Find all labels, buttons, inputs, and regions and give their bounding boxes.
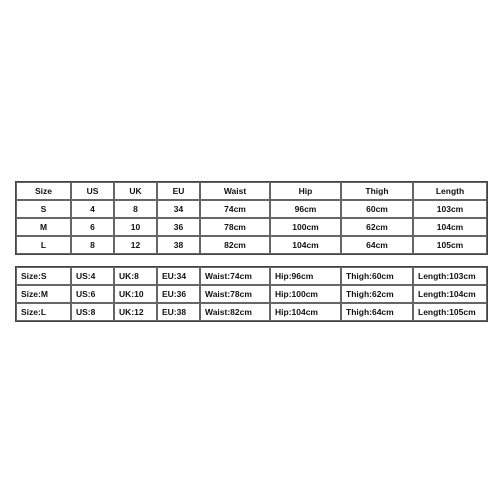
table-cell: 82cm <box>200 236 270 254</box>
header-eu: EU <box>157 182 200 200</box>
table-cell: M <box>16 218 71 236</box>
table-cell: 104cm <box>270 236 341 254</box>
table-cell: 36 <box>157 218 200 236</box>
table-cell: US:4 <box>71 267 114 285</box>
table-cell: US:6 <box>71 285 114 303</box>
table-cell: Length:105cm <box>413 303 487 321</box>
table-cell: Thigh:60cm <box>341 267 413 285</box>
table-cell: 34 <box>157 200 200 218</box>
table-row <box>16 200 487 218</box>
table-row <box>16 236 487 254</box>
table-cell: EU:34 <box>157 267 200 285</box>
size-chart-table <box>15 181 488 255</box>
table-cell: 38 <box>157 236 200 254</box>
table-cell: Length:104cm <box>413 285 487 303</box>
table-cell: UK:10 <box>114 285 157 303</box>
header-uk: UK <box>114 182 157 200</box>
table-cell: 6 <box>71 218 114 236</box>
table-cell: Thigh:64cm <box>341 303 413 321</box>
table-cell: Hip:96cm <box>270 267 341 285</box>
table-cell: Length:103cm <box>413 267 487 285</box>
table-cell: Size:S <box>16 267 71 285</box>
table-cell: S <box>16 200 71 218</box>
table-cell: Hip:104cm <box>270 303 341 321</box>
table-cell: 64cm <box>341 236 413 254</box>
table-cell: Size:L <box>16 303 71 321</box>
table-cell: Waist:74cm <box>200 267 270 285</box>
table-cell: Waist:82cm <box>200 303 270 321</box>
table-cell: UK:8 <box>114 267 157 285</box>
table-cell: 103cm <box>413 200 487 218</box>
table-header-row <box>16 182 487 200</box>
header-length: Length <box>413 182 487 200</box>
table-row <box>16 303 487 321</box>
table-row <box>16 285 487 303</box>
table-cell: 10 <box>114 218 157 236</box>
table-row <box>16 267 487 285</box>
table-cell: Waist:78cm <box>200 285 270 303</box>
table-cell: US:8 <box>71 303 114 321</box>
header-hip: Hip <box>270 182 341 200</box>
table-cell: 4 <box>71 200 114 218</box>
header-waist: Waist <box>200 182 270 200</box>
table-cell: Hip:100cm <box>270 285 341 303</box>
table-cell: 74cm <box>200 200 270 218</box>
table-cell: EU:36 <box>157 285 200 303</box>
table-cell: 60cm <box>341 200 413 218</box>
header-us: US <box>71 182 114 200</box>
table-cell: Size:M <box>16 285 71 303</box>
header-thigh: Thigh <box>341 182 413 200</box>
table-cell: 78cm <box>200 218 270 236</box>
table-cell: 8 <box>114 200 157 218</box>
table-row <box>16 218 487 236</box>
table-cell: L <box>16 236 71 254</box>
table-cell: 104cm <box>413 218 487 236</box>
table-cell: EU:38 <box>157 303 200 321</box>
table-cell: 100cm <box>270 218 341 236</box>
table-cell: 96cm <box>270 200 341 218</box>
table-cell: 105cm <box>413 236 487 254</box>
table-cell: 62cm <box>341 218 413 236</box>
table-cell: Thigh:62cm <box>341 285 413 303</box>
table-cell: 8 <box>71 236 114 254</box>
header-size: Size <box>16 182 71 200</box>
size-list-table <box>15 266 488 322</box>
table-cell: UK:12 <box>114 303 157 321</box>
table-cell: 12 <box>114 236 157 254</box>
